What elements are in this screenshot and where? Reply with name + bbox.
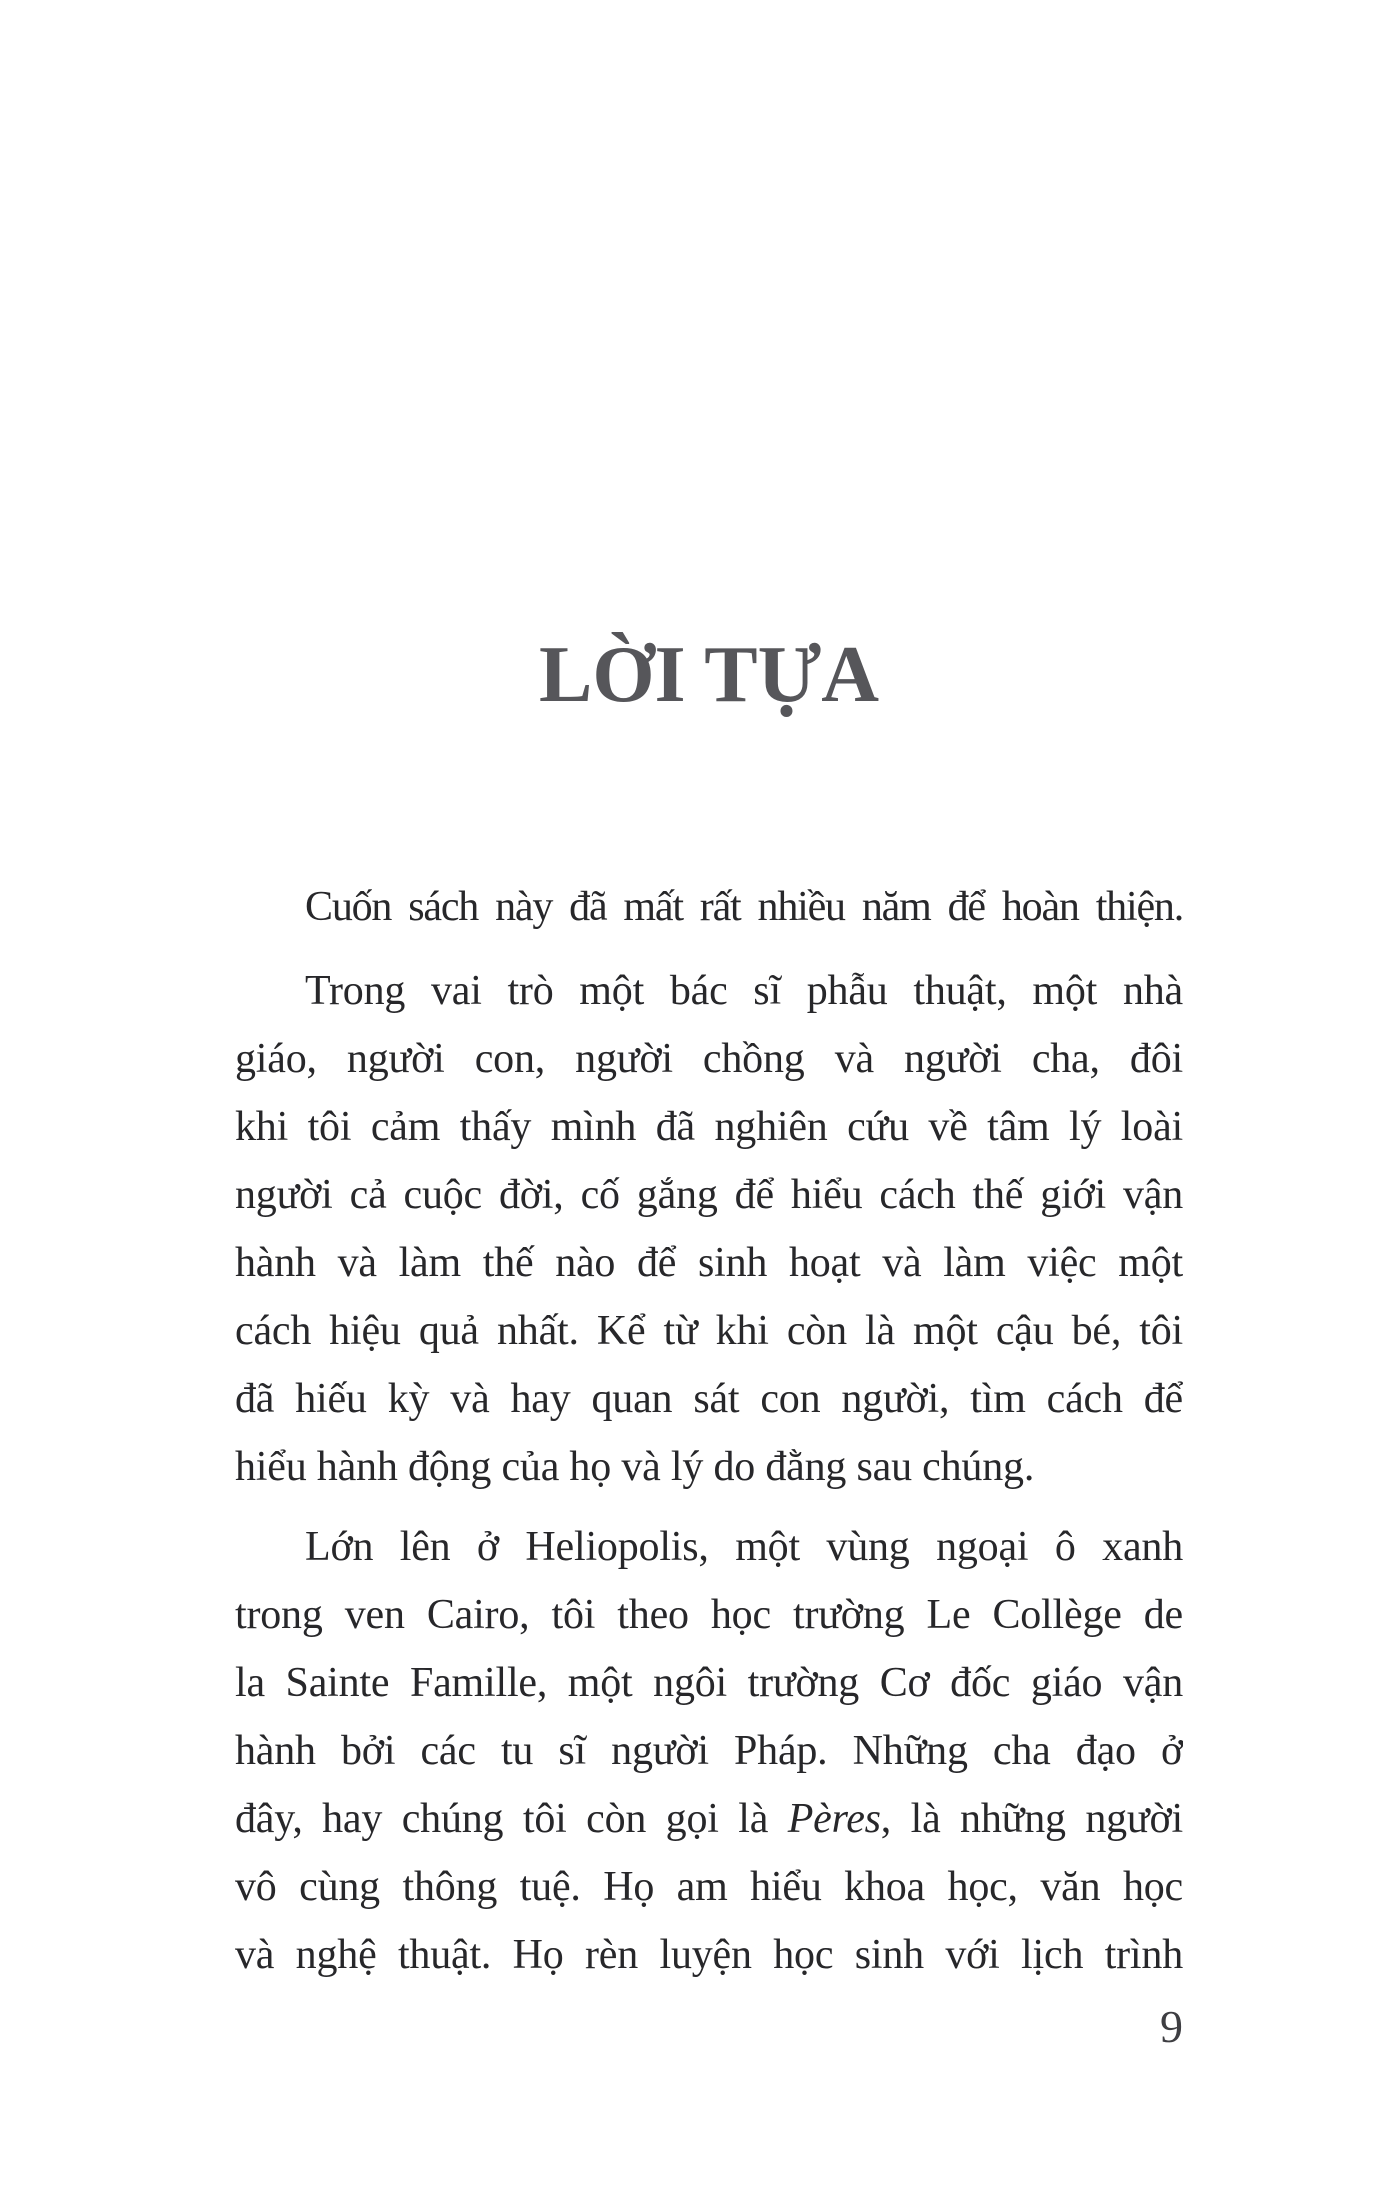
body-text-line: đã hiếu kỳ và hay quan sát con người, tìm cách để: [235, 1376, 1183, 1422]
body-text-line: hành bởi các tu sĩ người Pháp. Những cha đạo ở: [235, 1728, 1183, 1774]
body-text-line: khi tôi cảm thấy mình đã nghiên cứu về tâm lý loài: [235, 1104, 1183, 1150]
body-text-line: Trong vai trò một bác sĩ phẫu thuật, một nhà: [305, 968, 1183, 1014]
preface-paragraph-2: [235, 957, 1183, 1501]
body-text-line-with-italic: [235, 1785, 1183, 1853]
body-text-line: Cuốn sách này đã mất rất nhiều năm để hoàn thiện.: [305, 884, 1183, 930]
body-text-line: hiểu hành động của họ và lý do đằng sau chúng.: [235, 1444, 1035, 1490]
body-text-line: vô cùng thông tuệ. Họ am hiểu khoa học, văn học: [235, 1864, 1183, 1910]
italic-term: Pères: [787, 1796, 881, 1842]
body-text-line: hành và làm thế nào để sinh hoạt và làm việc một: [235, 1240, 1183, 1286]
line-segment: , là những người: [880, 1796, 1183, 1842]
body-text-line: trong ven Cairo, tôi theo học trường Le Collège de: [235, 1592, 1183, 1638]
line-segment: đây, hay chúng tôi còn gọi là: [235, 1796, 788, 1842]
preface-paragraph-3: [235, 1513, 1183, 1989]
preface-paragraph-1: [235, 873, 1183, 941]
body-text-line: giáo, người con, người chồng và người cha, đôi: [235, 1036, 1183, 1082]
body-text-line: người cả cuộc đời, cố gắng để hiểu cách thế giới vận: [235, 1172, 1183, 1218]
page-title: LỜI TỰA: [538, 630, 880, 719]
body-text-line: cách hiệu quả nhất. Kể từ khi còn là một cậu bé, tôi: [235, 1308, 1183, 1354]
preface-text-block: [235, 873, 1183, 1989]
body-text-line: và nghệ thuật. Họ rèn luyện học sinh với lịch trình: [235, 1932, 1183, 1978]
body-text-line: Lớn lên ở Heliopolis, một vùng ngoại ô xanh: [305, 1524, 1183, 1570]
body-text-line: la Sainte Famille, một ngôi trường Cơ đốc giáo vận: [235, 1660, 1183, 1706]
page-number: 9: [1160, 2001, 1183, 2052]
